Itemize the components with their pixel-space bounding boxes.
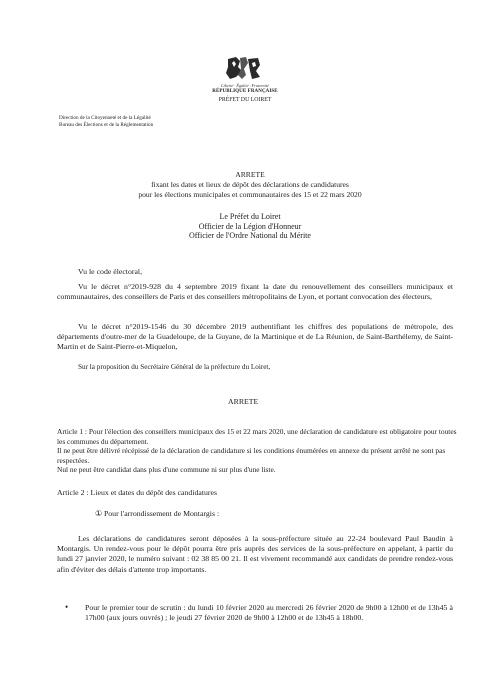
direction-block	[59, 115, 153, 129]
montargis-subheading: ① Pour l'arrondissement de Montargis :	[95, 509, 220, 518]
vu-decret-1546: Vu le décret n°2019-1546 du 30 décembre 2019 authentifiant les chiffres des populations de métropole, des départements d'outre-mer de la Guadeloupe, de la Guyane, de la Martinique et de La Réunion, de Saint-Barthélemy, de Saint-Martin et de Saint-Pierre-et-Miquelon,	[57, 322, 453, 352]
article-2-heading: Article 2 : Lieux et dates du dépôt des candidatures	[57, 488, 217, 497]
first-round-schedule: Pour le premier tour de scrutin : du lundi 10 février 2020 au mercredi 26 février 2020 de 9h00 à 12h00 et de 13h45 à 17h00 (aux jours ouvrés) ; le jeudi 27 février 2020 de 9h00 à 12h00 et de 13h45 à 18h00.	[85, 603, 453, 623]
prefect-label: PRÉFET DU LOIRET	[218, 97, 272, 103]
proposal-line: Sur la proposition du Secrétaire Général de la préfecture du Loiret,	[78, 363, 271, 371]
article-1-text	[57, 427, 457, 446]
vu-decret-928: Vu le décret n°2019-928 du 4 septembre 2019 fixant la date du renouvellement des conseillers municipaux et communautaires, des conseillers de Paris et des conseillers métropolitains de Lyon, et portant convocation des électeurs,	[57, 282, 453, 302]
decree-heading: ARRETE	[235, 170, 265, 179]
direction-line: Direction de la Citoyenneté et de la Légalité	[59, 115, 151, 121]
arrete-heading: ARRETE	[228, 397, 259, 406]
marianne-logo-icon	[222, 55, 264, 81]
bullet-icon: •	[65, 602, 69, 612]
article-1-receipt: Il ne peut être délivré récépissé de la déclaration de candidature si les conditions énumérées en annexe du présent arrêté ne sont pas respectées.	[57, 446, 446, 465]
article-1-obligation: Pour l'élection des conseillers municipaux des 15 et 22 mars 2020, une déclaration de candidature est obligatoire pour toutes les communes du département.	[57, 427, 457, 446]
decree-title	[85, 170, 415, 199]
signatory-honor: Officier de l'Ordre National du Mérite	[189, 231, 311, 241]
decree-subject-line: pour les élections municipales et communautaires des 15 et 22 mars 2020	[138, 189, 362, 199]
decree-subject-line: fixant les dates et lieux de dépôt des déclarations de candidatures	[151, 179, 349, 189]
vu-code-electoral: Vu le code électoral,	[78, 267, 143, 276]
signatory-title: Le Préfet du Loiret	[219, 212, 281, 221]
montargis-deposit-text: Les déclarations de candidatures seront déposées à la sous-préfecture située au 22-24 boulevard Paul Baudin à Montargis. Un rendez-vous pour le dépôt pourra être pris auprès des services de la sous-préfecture en appelant, à partir du lundi 27 janvier 2020, le numéro suivant : 02 38 85 00 21. Il est vivement recommandé aux candidats de prendre rendez-vous afin d'éviter des délais d'attente trop importants.	[57, 534, 453, 574]
article-1-label: Article 1 :	[57, 427, 89, 436]
article-1	[57, 427, 457, 475]
article-1-single-list: Nul ne peut être candidat dans plus d'une commune ni sur plus d'une liste.	[57, 465, 276, 475]
signatory-block	[120, 212, 380, 241]
republic-label: RÉPUBLIQUE FRANÇAISE	[212, 89, 278, 94]
motto: Liberté · Égalité · Fraternité	[221, 83, 269, 88]
bureau-line: Bureau des Élections et de la Réglementation	[59, 122, 154, 128]
signatory-honor: Officier de la Légion d'Honneur	[198, 221, 302, 231]
